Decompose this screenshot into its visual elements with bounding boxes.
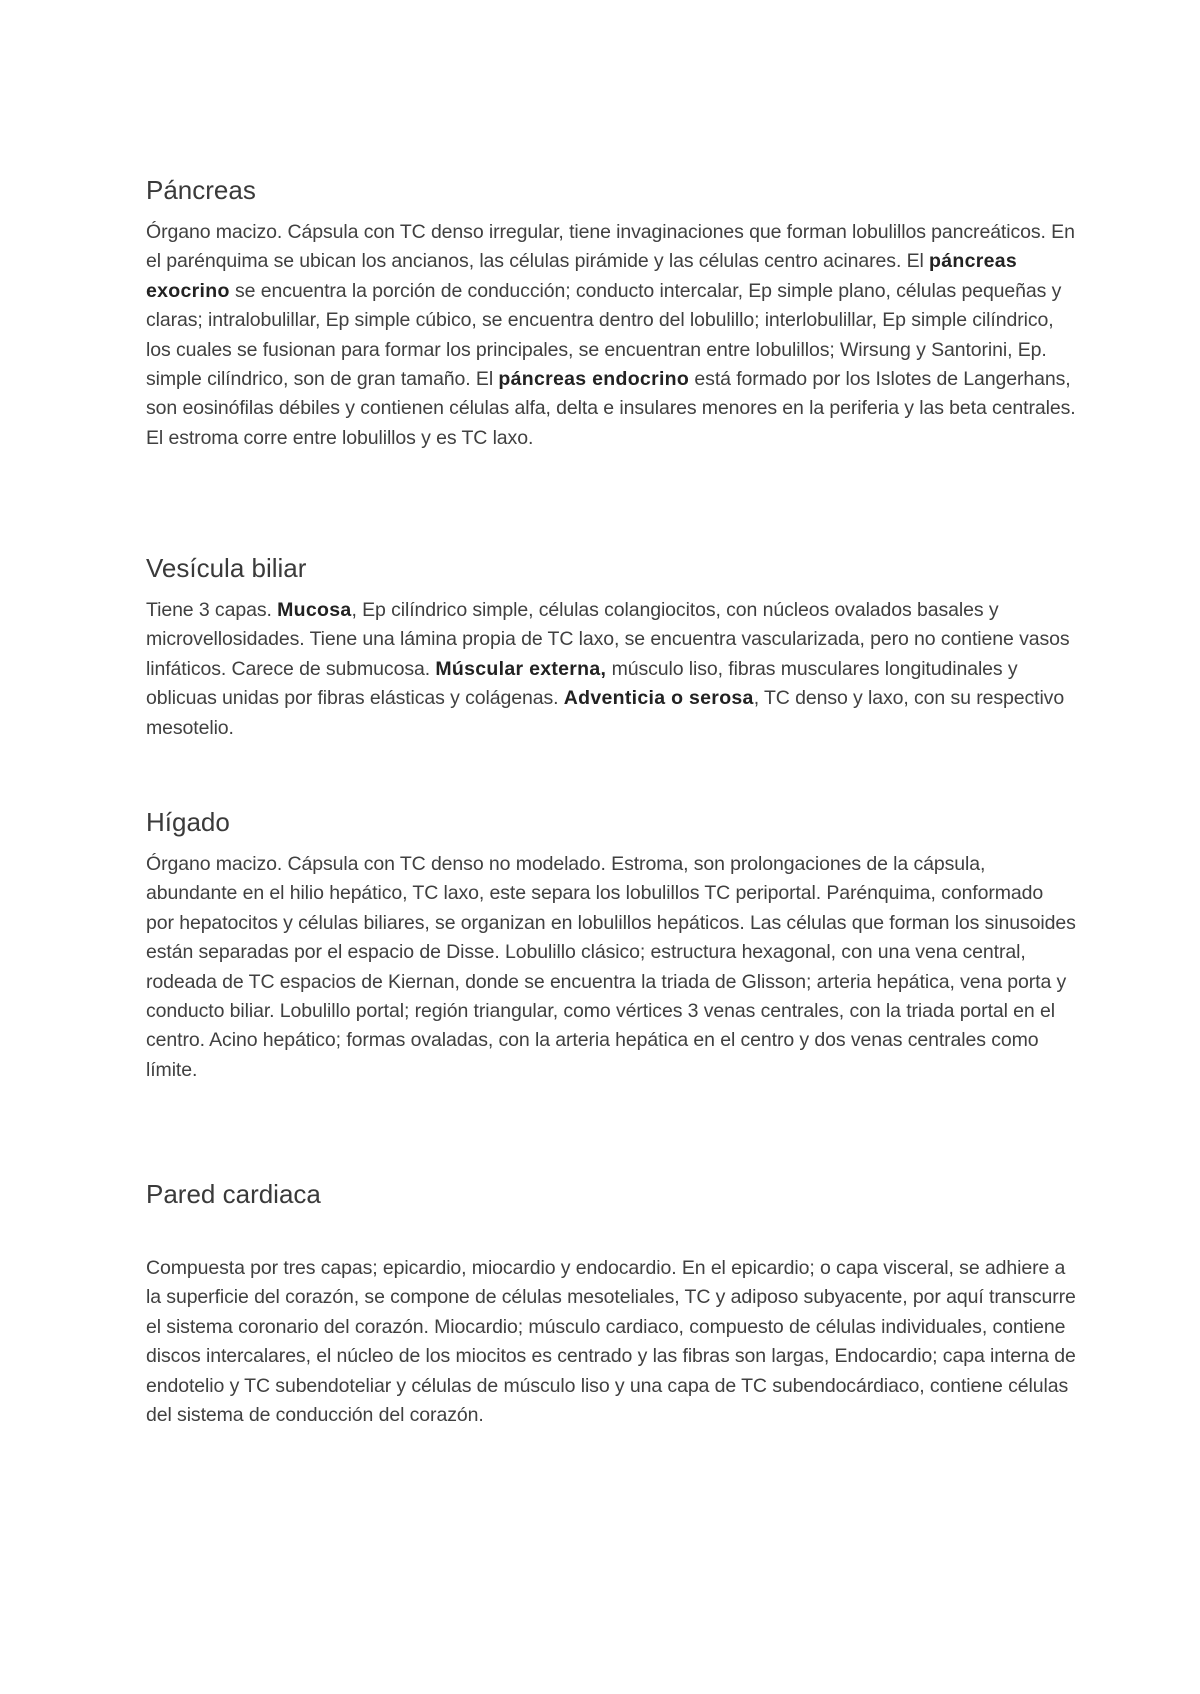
section-heading: Vesícula biliar: [146, 553, 307, 583]
section-paragraph: [146, 596, 1076, 743]
text-run: está formado por los Islotes de Langerhans, son eosinófilas débiles y contienen células alfa, delta e insulares menores en la periferia y las beta centrales. El estroma corre entre lobulillos y es TC laxo.: [146, 368, 1076, 449]
section-heading: Páncreas: [146, 175, 256, 205]
text-run: músculo liso, fibras musculares longitudinales y oblicuas unidas por fibras elásticas y colágenas.: [146, 657, 1018, 710]
text-run: , Ep cilíndrico simple, células colangiocitos, con núcleos ovalados basales y microvellosidades. Tiene una lámina propia de TC laxo, se encuentra vascularizada, pero no contiene vasos linfáticos. Carece de submucosa.: [146, 599, 1070, 680]
section-paragraph: [146, 218, 1076, 453]
bold-term: Adventicia o serosa: [563, 687, 754, 710]
section-heading: Pared cardiaca: [146, 1179, 321, 1209]
section-vesicula-biliar: [146, 550, 1076, 743]
text-run: Órgano macizo. Cápsula con TC denso no modelado. Estroma, son prolongaciones de la cápsula, abundante en el hilio hepático, TC laxo, este separa los lobulillos TC periportal. Parénquima, conformado por hepatocitos y células biliares, se organizan en lobulillos hepáticos. Las células que forman los sinusoides están separadas por el espacio de Disse. Lobulillo clásico; estructura hexagonal, con una vena central, rodeada de TC espacios de Kiernan, donde se encuentra la triada de Glisson; arteria hepática, vena porta y conducto biliar. Lobulillo portal; región triangular, como vértices 3 venas centrales, con la triada portal en el centro. Acino hepático; formas ovaladas, con la arteria hepática en el centro y dos venas centrales como límite.: [146, 853, 1076, 1081]
section-heading: Hígado: [146, 807, 230, 837]
text-run: Compuesta por tres capas; epicardio, miocardio y endocardio. En el epicardio; o capa visceral, se adhiere a la superficie del corazón, se compone de células mesoteliales, TC y adiposo subyacente, por aquí transcurre el sistema coronario del corazón. Miocardio; músculo cardiaco, compuesto de células individuales, contiene discos intercalares, el núcleo de los miocitos es centrado y las fibras son largas, Endocardio; capa interna de endotelio y TC subendoteliar y células de músculo liso y una capa de TC subendocárdiaco, contiene células del sistema de conducción del corazón.: [146, 1257, 1076, 1427]
bold-term: Múscular externa,: [435, 657, 607, 680]
section-paragraph: [146, 1254, 1076, 1430]
section-paragraph: [146, 850, 1076, 1085]
text-run: Tiene 3 capas.: [146, 599, 278, 621]
section-pancreas: [146, 172, 1076, 453]
document-page: [146, 172, 1076, 1427]
bold-term: páncreas endocrino: [498, 368, 690, 391]
bold-term: Mucosa: [277, 599, 352, 621]
text-run: se encuentra la porción de conducción; conducto intercalar, Ep simple plano, células pequeñas y claras; intralobulillar, Ep simple cúbico, se encuentra dentro del lobulillo; interlobulillar, Ep simple cilíndrico, los cuales se fusionan para formar los principales, se encuentran entre lobulillos; Wirsung y Santorini, Ep. simple cilíndrico, son de gran tamaño. El: [146, 279, 1062, 391]
text-run: , TC denso y laxo, con su respectivo mesotelio.: [146, 687, 1065, 739]
bold-term: páncreas exocrino: [146, 250, 1018, 302]
text-run: Órgano macizo. Cápsula con TC denso irregular, tiene invaginaciones que forman lobulillos pancreáticos. En el parénquima se ubican los ancianos, las células pirámide y las células centro acinares. El: [146, 221, 1075, 273]
section-higado: [146, 804, 1076, 1085]
section-pared-cardiaca: [146, 1176, 1076, 1430]
